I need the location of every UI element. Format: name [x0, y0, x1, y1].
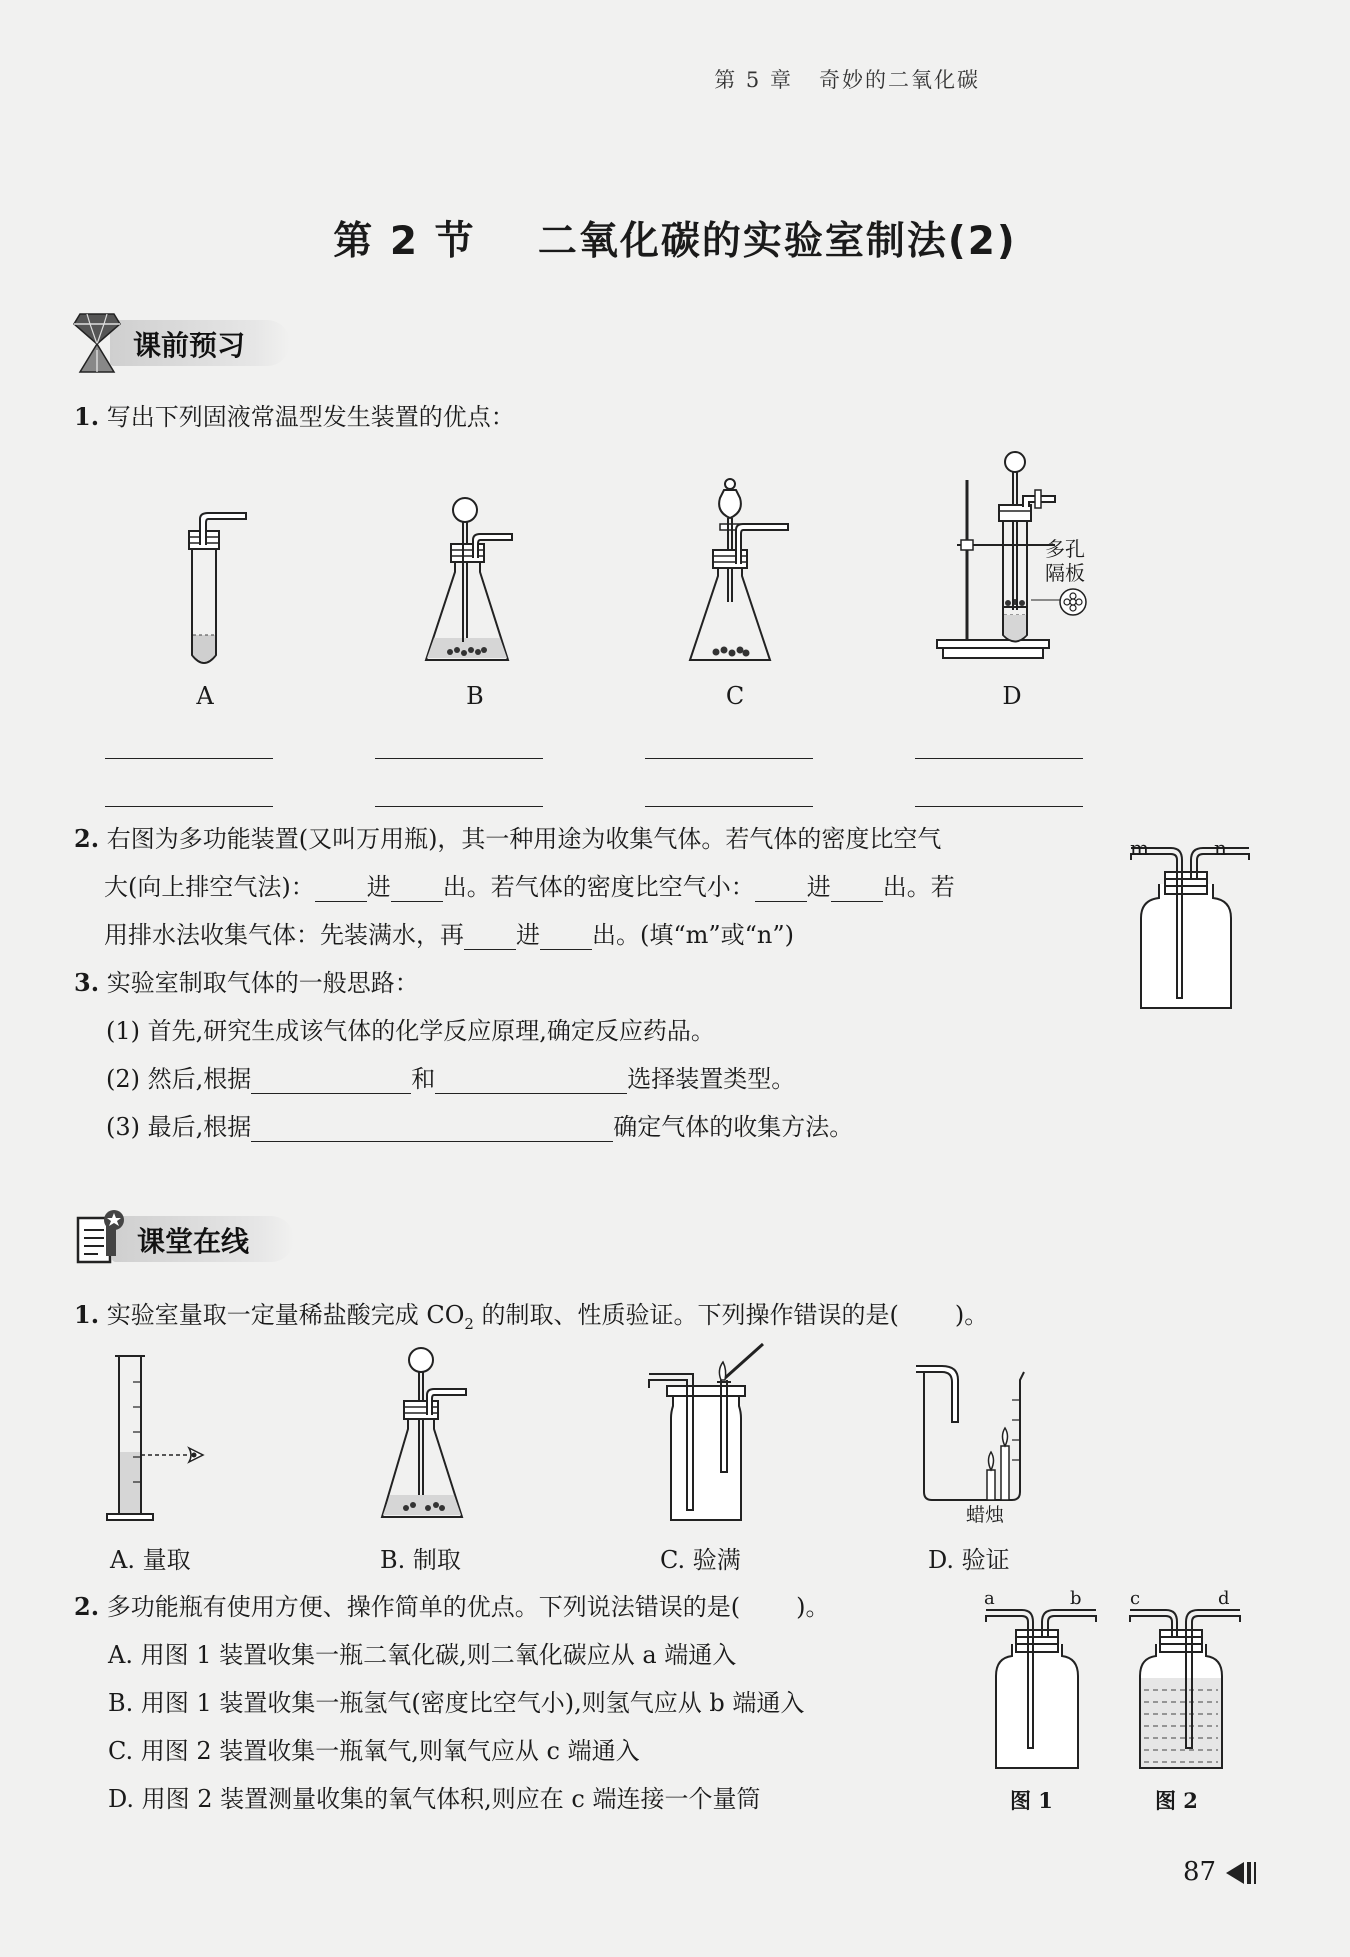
figure-2-bottle-with-water [1126, 1600, 1246, 1770]
option-d-verify: D. 验证 [928, 1546, 1010, 1574]
class-question-1 [74, 1300, 988, 1339]
q2-text-e: 出。若 [882, 873, 955, 901]
preview-question-2-line-2 [104, 872, 955, 902]
q2-option-c: C. 用图 2 装置收集一瓶氧气,则氧气应从 c 端通入 [108, 1737, 640, 1765]
q2-text-a: 大(向上排空气法)： [104, 873, 315, 901]
port-d-label: d [1218, 1588, 1230, 1609]
answer-line-a1[interactable] [105, 758, 273, 759]
q2-option-a: A. 用图 1 装置收集一瓶二氧化碳,则二氧化碳应从 a 端通入 [108, 1641, 737, 1669]
port-c-label: c [1130, 1588, 1141, 1609]
page-number: 87 [1183, 1857, 1217, 1887]
q2-option-b: B. 用图 1 装置收集一瓶氢气(密度比空气小),则氢气应从 b 端通入 [108, 1689, 805, 1717]
blank-water-out[interactable] [540, 923, 592, 950]
label-a: A [196, 682, 214, 710]
blank-heavy-in[interactable] [315, 875, 367, 902]
answer-line-b1[interactable] [375, 758, 543, 759]
port-n-label: n [1214, 836, 1227, 860]
q3-step-3 [106, 1112, 853, 1142]
porous-plate-annotation [1045, 537, 1085, 585]
question-text: 实验室制取气体的一般思路： [106, 969, 419, 997]
class-question-2 [74, 1592, 829, 1622]
porous-annotation-line-1: 多孔 [1045, 537, 1085, 561]
answer-line-d2[interactable] [915, 806, 1083, 807]
apparatus-c-flask-separatory-funnel [680, 472, 820, 672]
porous-annotation-line-2: 隔板 [1045, 561, 1085, 585]
q3-step2-text-b: 和 [411, 1065, 436, 1093]
answer-bracket-blank[interactable] [740, 1596, 796, 1622]
question-text: 多功能瓶有使用方便、操作简单的优点。下列说法错误的是( [106, 1593, 741, 1621]
q3-step-2 [106, 1064, 795, 1094]
option-c-check-full: C. 验满 [660, 1546, 741, 1574]
section-class-label: 课堂在线 [137, 1225, 250, 1258]
q2-text-c: 出。若气体的密度比空气小： [442, 873, 755, 901]
q3-step3-text-b: 确定气体的收集方法。 [613, 1113, 854, 1141]
graduated-cylinder-reading [105, 1352, 215, 1522]
page-arrow-icon [1226, 1862, 1262, 1884]
apparatus-a-test-tube [180, 505, 260, 670]
q2-text-b: 进 [366, 873, 391, 901]
question-text: 写出下列固液常温型发生装置的优点： [106, 403, 515, 431]
beaker-with-candles [912, 1360, 1052, 1510]
page-title: 第 2 节 二氧化碳的实验室制法(2) [333, 219, 1017, 264]
blank-light-out[interactable] [831, 875, 883, 902]
answer-line-b2[interactable] [375, 806, 543, 807]
q3-step-1: (1) 首先,研究生成该气体的化学反应原理,确定反应药品。 [106, 1017, 715, 1045]
question-number: 1. [74, 1300, 100, 1329]
q3-step2-text-c: 选择装置类型。 [627, 1065, 796, 1093]
q2-text-d: 进 [806, 873, 831, 901]
preview-question-1 [74, 402, 515, 432]
answer-line-d1[interactable] [915, 758, 1083, 759]
question-number: 2. [74, 824, 100, 853]
preview-question-2-line-3 [104, 920, 794, 950]
label-d: D [1002, 682, 1022, 710]
candle-label: 蜡烛 [966, 1504, 1005, 1526]
port-a-label: a [984, 1588, 995, 1609]
preview-question-3 [74, 968, 419, 998]
notebook-star-icon [74, 1208, 130, 1268]
preview-question-2-line-1 [74, 824, 941, 854]
gas-bottle-with-burning-match [645, 1352, 775, 1527]
chapter-number: 第 5 章 [714, 68, 793, 92]
answer-bracket-blank[interactable] [899, 1313, 955, 1339]
q3-step2-text-a: (2) 然后,根据 [106, 1065, 252, 1093]
answer-line-a2[interactable] [105, 806, 273, 807]
multipurpose-bottle-diagram [1125, 838, 1255, 1018]
blank-step2-1[interactable] [251, 1067, 411, 1094]
flask-with-funnel-setup [378, 1345, 498, 1527]
question-number: 2. [74, 1592, 100, 1621]
diamond-hourglass-icon [72, 310, 122, 374]
figure-1-caption: 图 1 [1010, 1788, 1053, 1813]
blank-heavy-out[interactable] [391, 875, 443, 902]
question-text-end: )。 [796, 1593, 830, 1621]
co2-subscript: 2 [464, 1314, 474, 1333]
apparatus-b-flask-funnel [420, 492, 540, 672]
port-b-label: b [1070, 1588, 1082, 1609]
running-header [714, 64, 980, 94]
q2-text-h: 出。(填“m”或“n”) [592, 921, 795, 949]
q2-text-f: 用排水法收集气体：先装满水，再 [104, 921, 464, 949]
blank-step3[interactable] [251, 1115, 613, 1142]
question-text-b: 的制取、性质验证。下列操作错误的是( [473, 1301, 899, 1329]
section-preview-label: 课前预习 [133, 329, 246, 362]
label-b: B [466, 682, 484, 710]
figure-2-caption: 图 2 [1155, 1788, 1198, 1813]
question-text-c: )。 [954, 1301, 989, 1329]
question-text-a: 实验室量取一定量稀盐酸完成 CO [106, 1301, 465, 1329]
blank-light-in[interactable] [755, 875, 807, 902]
label-c: C [725, 682, 745, 710]
question-number: 1. [74, 402, 100, 431]
q2-text-g: 进 [516, 921, 540, 949]
q3-step3-text-a: (3) 最后,根据 [106, 1113, 252, 1141]
chapter-title: 奇妙的二氧化碳 [819, 68, 980, 92]
blank-step2-2[interactable] [435, 1067, 627, 1094]
option-b-prepare: B. 制取 [380, 1546, 461, 1574]
answer-line-c2[interactable] [645, 806, 813, 807]
blank-water-in[interactable] [464, 923, 516, 950]
port-m-label: m [1130, 836, 1149, 860]
question-number: 3. [74, 968, 100, 997]
q2-option-d: D. 用图 2 装置测量收集的氧气体积,则应在 c 端连接一个量筒 [108, 1785, 761, 1813]
answer-line-c1[interactable] [645, 758, 813, 759]
figure-1-bottle [982, 1600, 1102, 1770]
option-a-measure: A. 量取 [110, 1546, 191, 1574]
question-text: 右图为多功能装置(又叫万用瓶)，其一种用途为收集气体。若气体的密度比空气 [106, 825, 942, 853]
